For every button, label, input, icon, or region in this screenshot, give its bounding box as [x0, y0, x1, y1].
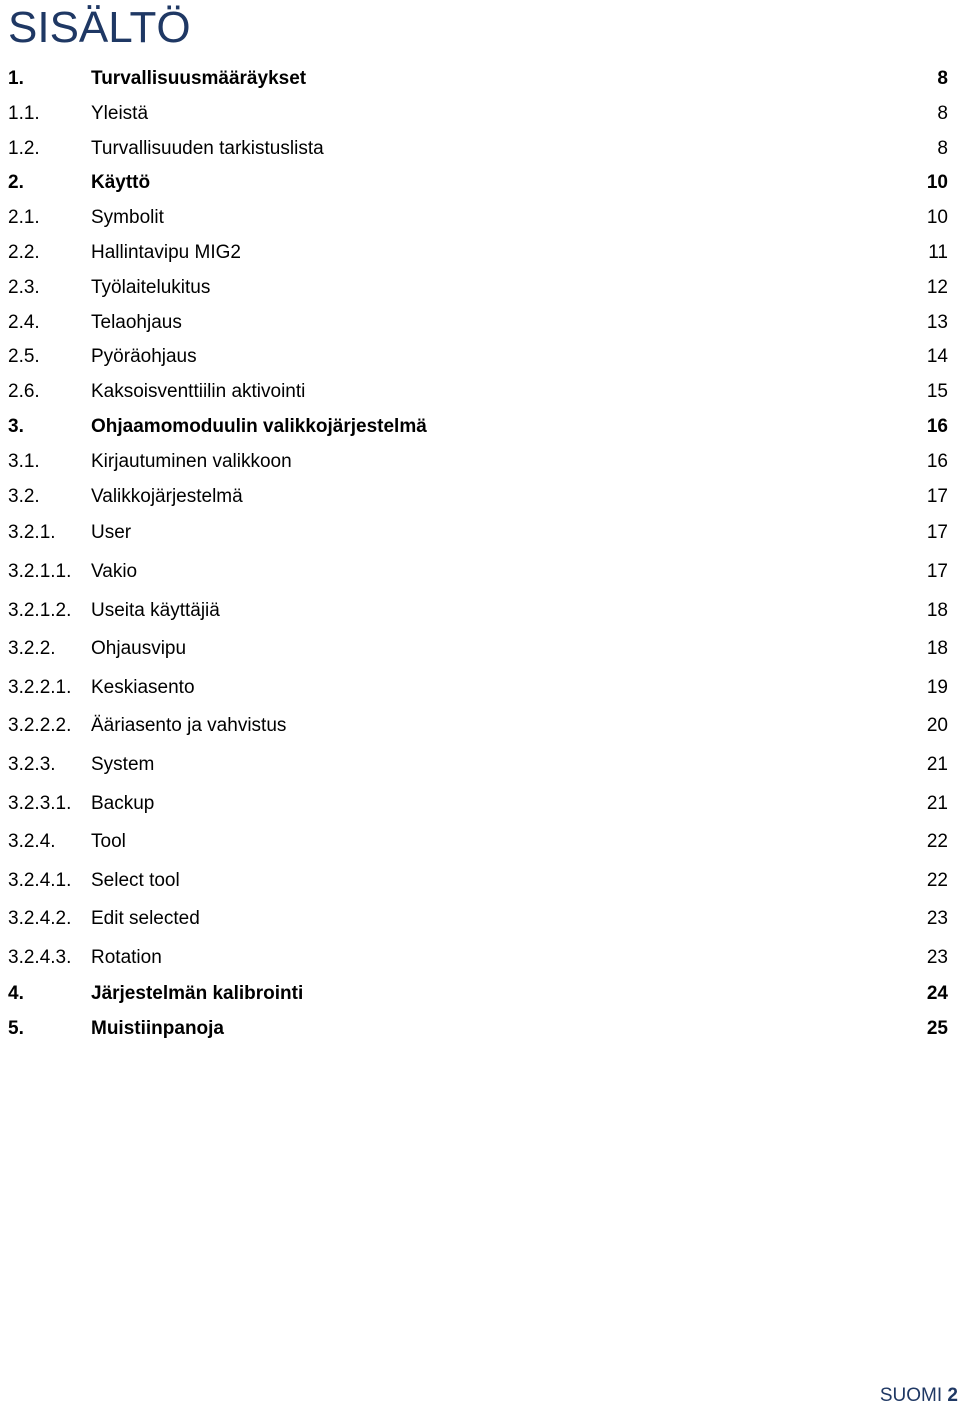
toc-entry-page: 22: [926, 869, 948, 891]
toc-entry[interactable]: [0, 630, 960, 669]
toc-entry-title: Pyöräohjaus: [91, 346, 197, 368]
toc-entry[interactable]: [0, 900, 960, 939]
toc-entry-page: 25: [926, 1018, 948, 1040]
toc-entry-title: Turvallisuusmääräykset: [91, 68, 307, 89]
toc-entry[interactable]: [0, 977, 960, 1012]
toc-entry-page: 16: [926, 450, 948, 472]
toc-entry[interactable]: [0, 166, 960, 201]
toc-entry[interactable]: [0, 514, 960, 553]
toc-entry-title: User: [91, 522, 132, 544]
toc-entry-page: 24: [926, 983, 948, 1005]
toc-entry-number: 3.2.2.2.: [8, 715, 72, 737]
toc-entry-page: 21: [926, 753, 948, 775]
toc-entry-page: 23: [926, 908, 948, 930]
toc-entry-number: 3.2.3.: [8, 753, 56, 775]
toc-entry-title: System: [91, 753, 155, 775]
toc-entry-number: 3.2.4.2.: [8, 908, 72, 930]
toc-entry-title: Keskiasento: [91, 676, 195, 698]
toc-entry-page: 17: [926, 560, 948, 582]
toc-entry-number: 2.1.: [8, 207, 40, 229]
footer-page-number: 2: [947, 1385, 958, 1406]
toc-entry-page: 14: [926, 346, 948, 368]
toc-entry-title: Käyttö: [91, 172, 151, 194]
toc-entry-number: 3.1.: [8, 450, 40, 472]
toc-entry-page: 18: [926, 599, 948, 621]
toc-entry-title: Järjestelmän kalibrointi: [91, 983, 304, 1005]
toc-entry-page: 8: [937, 68, 948, 89]
toc-entry[interactable]: [0, 236, 960, 271]
toc-entry-page: 21: [926, 792, 948, 814]
toc-entry-page: 19: [926, 676, 948, 698]
toc-entry-number: 3.2.1.: [8, 522, 56, 544]
toc-entry-title: Hallintavipu MIG2: [91, 241, 241, 263]
toc-entry[interactable]: [0, 939, 960, 978]
toc-entry-number: 3.2.4.: [8, 831, 56, 853]
toc-entry-page: 12: [926, 276, 948, 298]
toc-entry-number: 2.6.: [8, 381, 40, 403]
toc-entry-page: 10: [926, 207, 948, 229]
toc-entry-number: 2.3.: [8, 276, 40, 298]
toc-entry[interactable]: [0, 306, 960, 341]
toc-entry[interactable]: [0, 746, 960, 785]
toc-entry-page: 20: [926, 715, 948, 737]
toc-entry[interactable]: [0, 340, 960, 375]
toc-entry-title: Symbolit: [91, 207, 164, 229]
toc-entry[interactable]: [0, 862, 960, 901]
toc-entry-page: 11: [928, 241, 948, 263]
toc-entry-page: 22: [926, 831, 948, 853]
toc-entry-number: 3.2.4.1.: [8, 869, 72, 891]
toc-entry-title: Telaohjaus: [91, 311, 182, 333]
toc-entry[interactable]: [0, 480, 960, 515]
toc-entry[interactable]: [0, 553, 960, 592]
toc-entry[interactable]: [0, 271, 960, 306]
toc-entry-number: 1.: [8, 68, 24, 89]
footer-language: SUOMI: [879, 1385, 943, 1406]
toc-entry-number: 3.2.3.1.: [8, 792, 72, 814]
toc-entry[interactable]: [0, 445, 960, 480]
toc-entry-number: 3.: [8, 415, 24, 437]
toc-entry-number: 5.: [8, 1018, 24, 1040]
page-footer: [880, 1383, 958, 1409]
toc-entry-title: Valikkojärjestelmä: [91, 485, 243, 507]
toc-entry[interactable]: [0, 62, 960, 97]
toc-entry-title: Ohjaamomoduulin valikkojärjestelmä: [91, 415, 427, 437]
toc-entry-title: Työlaitelukitus: [91, 276, 211, 298]
toc-entry-title: Edit selected: [91, 908, 200, 930]
page-title: SISÄLTÖ: [8, 3, 191, 52]
toc-entry-number: 2.2.: [8, 241, 40, 263]
toc-entry-number: 2.4.: [8, 311, 40, 333]
toc-entry-page: 10: [926, 172, 948, 194]
toc-entry[interactable]: [0, 669, 960, 708]
toc-entry-title: Backup: [91, 792, 155, 814]
toc-entry-title: Ääriasento ja vahvistus: [91, 715, 287, 737]
toc-entry-page: 23: [926, 946, 948, 968]
toc-entry-title: Kirjautuminen valikkoon: [91, 450, 292, 472]
toc-entry-title: Turvallisuuden tarkistuslista: [91, 137, 324, 159]
toc-entry-title: Kaksoisventtiilin aktivointi: [91, 381, 306, 403]
toc-entry-page: 13: [926, 311, 948, 333]
toc-entry-number: 3.2.1.2.: [8, 599, 72, 621]
toc-entry-page: 17: [926, 522, 948, 544]
toc-entry[interactable]: [0, 410, 960, 445]
toc-entry[interactable]: [0, 592, 960, 631]
toc-entry-page: 8: [937, 137, 948, 159]
toc-entry-number: 1.1.: [8, 102, 40, 124]
toc-entry-title: Muistiinpanoja: [91, 1018, 224, 1040]
toc-entry[interactable]: [0, 201, 960, 236]
toc-entry-number: 3.2.2.1.: [8, 676, 72, 698]
toc-entry-number: 2.5.: [8, 346, 40, 368]
toc-entry-number: 3.2.4.3.: [8, 946, 72, 968]
toc-entry-number: 1.2.: [8, 137, 40, 159]
toc-entry-title: Yleistä: [91, 102, 149, 124]
toc-entry[interactable]: [0, 785, 960, 824]
toc-entry[interactable]: [0, 97, 960, 132]
toc-entry-number: 3.2.2.: [8, 638, 56, 660]
toc-entry-title: Useita käyttäjiä: [91, 599, 220, 621]
toc-entry-title: Tool: [91, 831, 126, 853]
toc-entry-page: 16: [926, 415, 948, 437]
toc-entry-page: 17: [926, 485, 948, 507]
toc-entry[interactable]: [0, 823, 960, 862]
toc-entry[interactable]: [0, 1012, 960, 1047]
toc-entry-title: Ohjausvipu: [91, 638, 187, 660]
toc-entry[interactable]: [0, 707, 960, 746]
toc-entry[interactable]: [0, 132, 960, 167]
toc-entry-number: 3.2.1.1.: [8, 560, 72, 582]
toc-entry-page: 8: [937, 102, 948, 124]
toc-entry-title: Rotation: [91, 946, 162, 968]
toc-entry-number: 2.: [8, 172, 24, 194]
toc-entry-page: 18: [926, 638, 948, 660]
toc-entry[interactable]: [0, 375, 960, 410]
toc-entry-title: Select tool: [91, 869, 180, 891]
toc-entry-number: 3.2.: [8, 485, 40, 507]
toc-entry-page: 15: [926, 381, 948, 403]
table-of-contents: [0, 62, 960, 1047]
toc-entry-title: Vakio: [91, 560, 138, 582]
toc-entry-number: 4.: [8, 983, 24, 1005]
